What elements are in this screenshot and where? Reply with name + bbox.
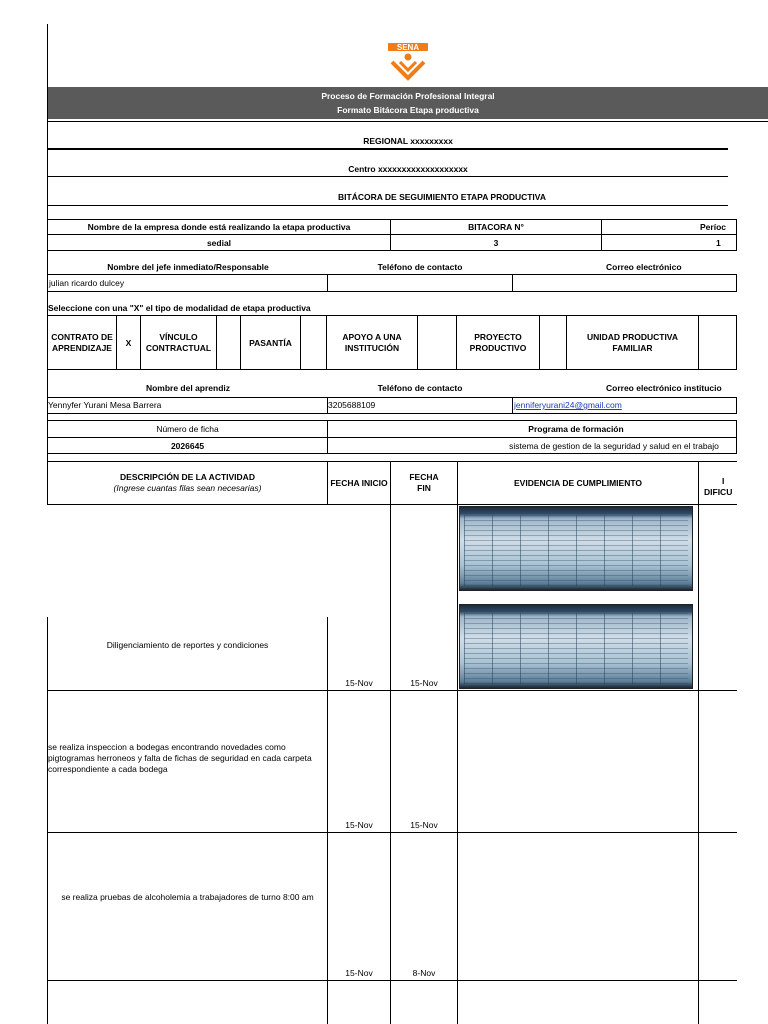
aprendiz-value: Yennyfer Yurani Mesa Barrera <box>48 400 162 410</box>
modalidad-proyecto-mark[interactable] <box>540 316 566 370</box>
col-divider <box>601 219 602 251</box>
jefe-value: julian ricardo dulcey <box>49 278 125 288</box>
ficha-label: Número de ficha <box>156 424 219 434</box>
svg-text:SENA: SENA <box>396 43 420 52</box>
title-line-2: Formato Bitácora Etapa productiva <box>337 105 479 115</box>
modalidad-label: Seleccione con una "X" el tipo de modalidad de etapa productiva <box>48 303 311 313</box>
rule <box>47 832 737 833</box>
col-divider <box>698 461 699 1024</box>
rule <box>48 148 728 150</box>
jefe-row <box>47 274 737 292</box>
sena-logo-icon <box>384 40 432 82</box>
aprendiz-telefono-label: Teléfono de contacto <box>377 383 463 393</box>
modalidad-apoyo-mark[interactable] <box>418 316 456 370</box>
regional-label: REGIONAL xxxxxxxxx <box>363 136 453 146</box>
activity-row-1-inicio: 15-Nov <box>345 678 373 688</box>
modalidad-unidad-mark[interactable] <box>699 316 737 370</box>
rule <box>47 690 737 691</box>
col-divider <box>327 274 328 292</box>
dificultad-header-2: DIFICU <box>704 487 733 497</box>
aprendiz-correo-link[interactable]: jenniferyurani24@gmail.com <box>514 400 622 410</box>
rule <box>47 234 737 235</box>
modalidad-proyecto-label: PROYECTO PRODUCTIVO <box>469 332 527 353</box>
rule <box>48 176 728 177</box>
fecha-inicio-header: FECHA INICIO <box>330 477 388 488</box>
evidence-screenshot-1 <box>459 506 693 591</box>
jefe-correo-label: Correo electrónico <box>606 262 682 272</box>
modalidad-vinculo-label: VÍNCULO CONTRACTUAL <box>145 332 212 353</box>
title-banner <box>48 87 768 119</box>
bitacora-number-label: BITACORA N° <box>468 222 524 232</box>
col-divider <box>512 274 513 292</box>
ficha-value: 2026645 <box>170 441 205 451</box>
programa-value: sistema de gestion de la seguridad y salud en el trabajo <box>509 441 719 451</box>
descripcion-note: (Ingrese cuantas filas sean necesarias) <box>113 483 262 493</box>
activity-row-2-inicio: 15-Nov <box>345 820 373 830</box>
periodo-value: 1 <box>716 238 721 248</box>
bitacora-title: BITÁCORA DE SEGUIMIENTO ETAPA PRODUCTIVA <box>338 192 546 202</box>
descripcion-header: DESCRIPCIÓN DE LA ACTIVIDAD <box>120 472 255 482</box>
col-divider <box>457 461 458 1024</box>
centro-label: Centro xxxxxxxxxxxxxxxxxxx <box>348 164 468 174</box>
jefe-telefono-label: Teléfono de contacto <box>377 262 463 272</box>
empresa-value: sedial <box>206 238 232 248</box>
activity-row-1-fin: 15-Nov <box>410 678 438 688</box>
dificultad-header-1: I <box>722 476 725 486</box>
activity-row-3-inicio: 15-Nov <box>345 968 373 978</box>
evidence-screenshot-2 <box>459 604 693 689</box>
col-divider <box>512 397 513 414</box>
sena-logo <box>384 40 432 82</box>
evidencia-header: EVIDENCIA DE CUMPLIMIENTO <box>514 477 642 488</box>
programa-label: Programa de formación <box>528 424 624 434</box>
activity-row-3-descripcion: se realiza pruebas de alcoholemia a trabajadores de turno 8:00 am <box>61 892 314 902</box>
aprendiz-telefono-value: 3205688109 <box>328 400 376 410</box>
modalidad-contrato-label: CONTRATO DE APRENDIZAJE <box>51 332 113 353</box>
bitacora-number-value: 3 <box>493 238 499 248</box>
modalidad-pasantia-label: PASANTÍA <box>249 337 292 348</box>
title-line-1: Proceso de Formación Profesional Integral <box>321 91 495 101</box>
jefe-label: Nombre del jefe inmediato/Responsable <box>107 262 269 272</box>
rule <box>47 437 737 438</box>
activity-row-2-descripcion: se realiza inspeccion a bodegas encontrando novedades como pigtogramas herroneos y falta de fichas de seguridad en cada carpeta correspondiente a cada bodega <box>48 742 312 774</box>
aprendiz-correo-label: Correo electrónico institucio <box>606 383 722 393</box>
activity-row-1-descripcion: Diligenciamiento de reportes y condiciones <box>106 639 269 650</box>
modalidad-contrato-mark[interactable]: X <box>125 337 132 348</box>
activity-row-2-fin: 15-Nov <box>410 820 438 830</box>
merge-mask <box>47 505 328 617</box>
rule <box>48 205 728 206</box>
rule <box>48 121 768 122</box>
modalidad-unidad-label: UNIDAD PRODUCTIVA FAMILIAR <box>587 332 678 353</box>
modalidad-apoyo-label: APOYO A UNA INSTITUCIÓN <box>342 332 402 353</box>
aprendiz-label: Nombre del aprendiz <box>145 383 231 393</box>
modalidad-pasantia-mark[interactable] <box>301 316 326 370</box>
periodo-label: Períoc <box>700 222 726 232</box>
fecha-fin-header: FECHA FIN <box>409 472 439 493</box>
col-divider <box>390 461 391 1024</box>
activity-row-3-fin: 8-Nov <box>412 968 436 978</box>
rule <box>47 980 737 981</box>
modalidad-vinculo-mark[interactable] <box>217 316 240 370</box>
empresa-label: Nombre de la empresa donde está realizando la etapa productiva <box>87 222 351 232</box>
